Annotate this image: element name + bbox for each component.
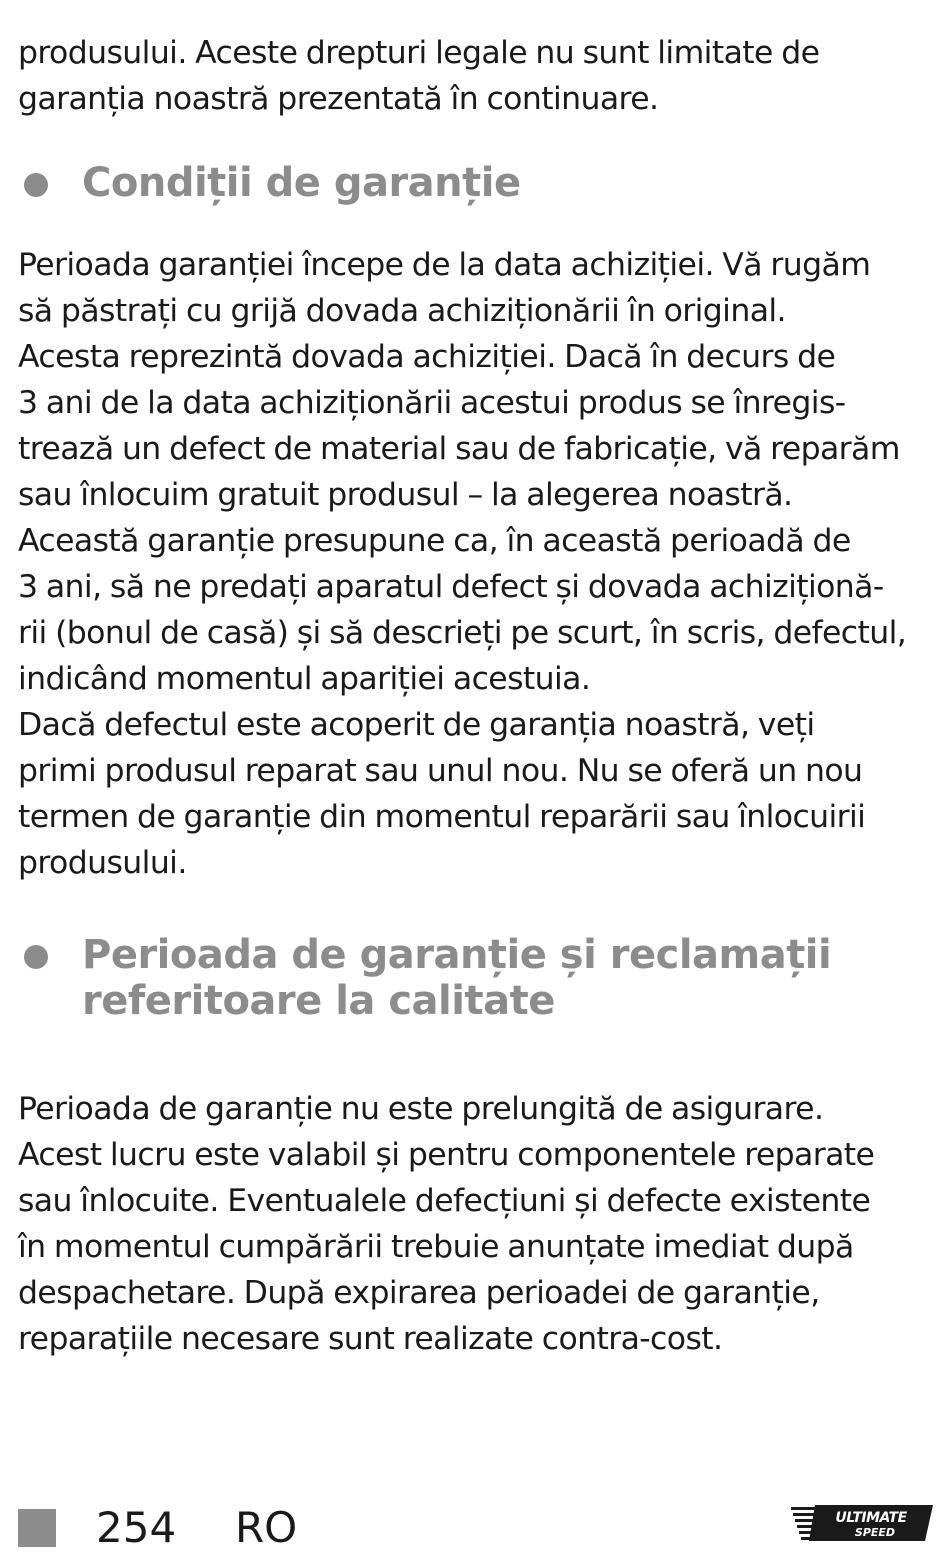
intro-paragraph	[18, 30, 933, 122]
page-footer	[18, 1503, 933, 1553]
text-line: Perioada garanției începe de la data achiziției. Vă rugăm	[18, 247, 871, 283]
logo-text-bottom: SPEED	[854, 1526, 896, 1539]
bullet-icon	[24, 173, 48, 197]
text-line: să păstrați cu grijă dovada achiziționării în original.	[18, 293, 786, 329]
text-line: Acesta reprezintă dovada achiziției. Dacă în decurs de	[18, 339, 836, 375]
text-line: Acest lucru este valabil și pentru componentele reparate	[18, 1137, 875, 1173]
text-line: trează un defect de material sau de fabricație, vă reparăm	[18, 431, 900, 467]
text-line: garanția noastră prezentată în continuare.	[18, 81, 659, 117]
text-line: Această garanție presupune ca, în această perioadă de	[18, 523, 851, 559]
text-line: 3 ani de la data achiziționării acestui produs se înregis-	[18, 385, 846, 421]
ultimate-speed-logo	[791, 1503, 933, 1543]
text-line: indicând momentul apariției acestuia.	[18, 661, 591, 697]
language-code: RO	[235, 1503, 298, 1552]
page-number: 254	[96, 1503, 177, 1552]
logo-text-top: ULTIMATE	[835, 1510, 907, 1526]
heading-line: referitoare la calitate	[82, 978, 555, 1024]
text-line: rii (bonul de casă) și să descrieți pe scurt, în scris, defectul,	[18, 615, 907, 651]
page-marker-square	[18, 1509, 56, 1547]
heading-line: Condiții de garanție	[82, 160, 521, 206]
text-line: produsului.	[18, 845, 187, 881]
text-line: Perioada de garanție nu este prelungită de asigurare.	[18, 1091, 824, 1127]
text-line: despachetare. După expirarea perioadei de garanție,	[18, 1275, 820, 1311]
text-line: termen de garanție din momentul reparării sau înlocuirii	[18, 799, 866, 835]
text-line: 3 ani, să ne predați aparatul defect și dovada achiziționă-	[18, 569, 884, 605]
text-line: sau înlocuim gratuit produsul – la alegerea noastră.	[18, 477, 793, 513]
text-line: în momentul cumpărării trebuie anunțate imediat după	[18, 1229, 854, 1265]
text-line: sau înlocuite. Eventualele defecțiuni și defecte existente	[18, 1183, 871, 1219]
warranty-conditions-paragraph	[18, 242, 933, 886]
text-line: reparațiile necesare sunt realizate contra-cost.	[18, 1321, 723, 1357]
document-page	[18, 30, 933, 1362]
section-heading-warranty-period	[18, 932, 933, 1024]
text-line: primi produsul reparat sau unul nou. Nu se oferă un nou	[18, 753, 863, 789]
heading-line: Perioada de garanție și reclamații	[82, 932, 832, 978]
warranty-period-paragraph	[18, 1086, 933, 1362]
text-line: produsului. Aceste drepturi legale nu sunt limitate de	[18, 35, 820, 71]
section-heading-warranty-conditions	[18, 160, 933, 206]
text-line: Dacă defectul este acoperit de garanția noastră, veți	[18, 707, 815, 743]
bullet-icon	[24, 945, 48, 969]
